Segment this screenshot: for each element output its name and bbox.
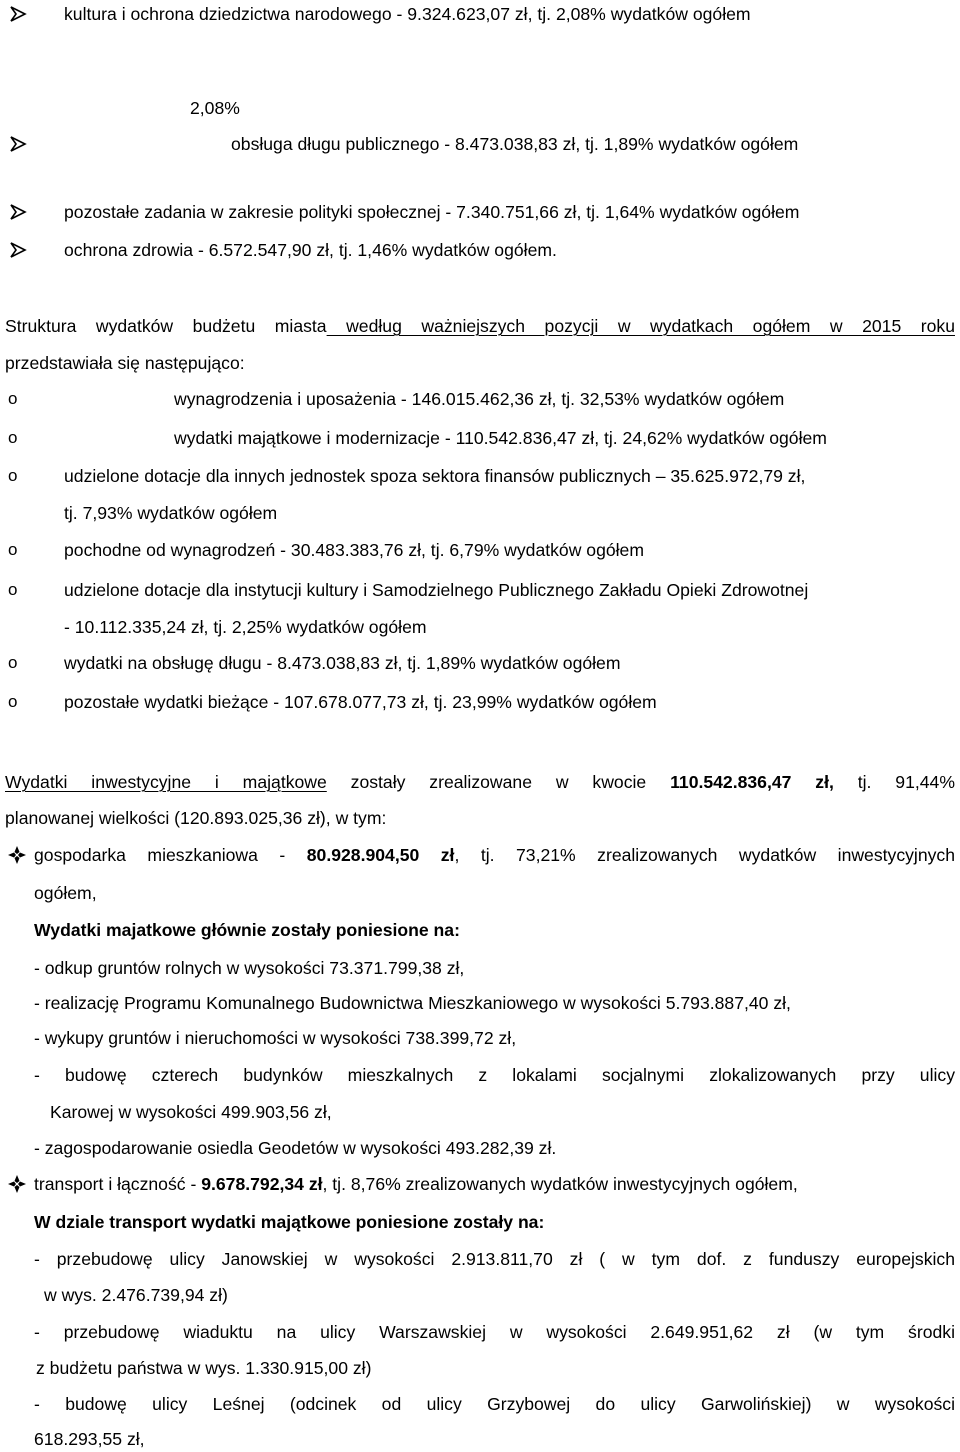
stray-percent: 2,08% xyxy=(190,98,240,118)
arrow-bullet-icon xyxy=(8,1,28,27)
transport-line1 xyxy=(34,1171,798,1197)
transport-label: transport i łączność - xyxy=(34,1174,202,1194)
list-item: wynagrodzenia i uposażenia - 146.015.462,36 zł, tj. 32,53% wydatków ogółem xyxy=(174,389,785,409)
housing-line2: ogółem, xyxy=(34,883,97,903)
list-item: obsługa długu publicznego - 8.473.038,83 zł, tj. 1,89% wydatków ogółem xyxy=(231,134,799,154)
circle-bullet-icon: o xyxy=(8,692,18,711)
circle-bullet-icon: o xyxy=(8,466,18,485)
circle-bullet-icon: o xyxy=(8,653,18,672)
list-item: wydatki majątkowe i modernizacje - 110.542.836,47 zł, tj. 24,62% wydatków ogółem xyxy=(174,428,827,448)
structure-intro-text: Struktura wydatków budżetu miasta xyxy=(5,316,327,336)
housing-amount: 80.928.904,50 zł xyxy=(306,845,455,865)
housing-item-continued: Karowej w wysokości 499.903,56 zł, xyxy=(50,1102,332,1122)
arrow-bullet-icon xyxy=(8,237,28,263)
circle-bullet-icon: o xyxy=(8,428,18,447)
transport-percent: , tj. 8,76% zrealizowanych wydatków inwestycyjnych ogółem, xyxy=(322,1174,798,1194)
invest-percent: tj. 91,44% xyxy=(833,772,955,792)
list-item: pozostałe zadania w zakresie polityki społecznej - 7.340.751,66 zł, tj. 1,64% wydatków ogółem xyxy=(64,202,800,222)
housing-heading: Wydatki majatkowe głównie zostały poniesione na: xyxy=(34,920,460,940)
list-item: pochodne od wynagrodzeń - 30.483.383,76 zł, tj. 6,79% wydatków ogółem xyxy=(64,540,644,560)
invest-text: zostały zrealizowane w kwocie xyxy=(326,772,671,792)
list-item: ochrona zdrowia - 6.572.547,90 zł, tj. 1,46% wydatków ogółem. xyxy=(64,240,557,260)
invest-heading-underlined: Wydatki inwestycyjne i majątkowe xyxy=(5,772,327,792)
invest-amount: 110.542.836,47 zł, xyxy=(670,772,834,792)
transport-item xyxy=(34,1391,955,1417)
structure-intro-line1 xyxy=(5,313,955,339)
housing-label: gospodarka mieszkaniowa - xyxy=(34,845,307,865)
list-item: kultura i ochrona dziedzictwa narodowego - 9.324.623,07 zł, tj. 2,08% wydatków ogółem xyxy=(64,4,751,24)
housing-item-text: - budowę czterech budynków mieszkalnych z lokalami socjalnymi zlokalizowanych przy ulicy xyxy=(34,1065,955,1085)
transport-item xyxy=(34,1246,955,1272)
transport-item xyxy=(34,1319,955,1345)
housing-item: - zagospodarowanie osiedla Geodetów w wysokości 493.282,39 zł. xyxy=(34,1138,557,1158)
housing-line1 xyxy=(34,842,955,868)
transport-amount: 9.678.792,34 zł xyxy=(201,1174,323,1194)
transport-item-text: - przebudowę ulicy Janowskiej w wysokości 2.913.811,70 zł ( w tym dof. z funduszy europejskich xyxy=(34,1249,955,1269)
arrow-bullet-icon xyxy=(8,131,28,157)
list-item: udzielone dotacje dla instytucji kultury i Samodzielnego Publicznego Zakładu Opieki Zdrowotnej xyxy=(64,580,809,600)
arrow-bullet-icon xyxy=(8,199,28,225)
transport-item-text: - budowę ulicy Leśnej (odcinek od ulicy Grzybowej do ulicy Garwolińskiej) w wysokości xyxy=(34,1394,955,1414)
housing-item: - wykupy gruntów i nieruchomości w wysokości 738.399,72 zł, xyxy=(34,1028,517,1048)
structure-intro-line2: przedstawiała się następująco: xyxy=(5,353,245,373)
list-item-continued: tj. 7,93% wydatków ogółem xyxy=(64,503,278,523)
transport-item-continued: w wys. 2.476.739,94 zł) xyxy=(44,1285,228,1305)
list-item: pozostałe wydatki bieżące - 107.678.077,73 zł, tj. 23,99% wydatków ogółem xyxy=(64,692,657,712)
housing-item: - realizację Programu Komunalnego Budownictwa Mieszkaniowego w wysokości 5.793.887,40 zł, xyxy=(34,993,791,1013)
housing-percent: , tj. 73,21% zrealizowanych wydatków inwestycyjnych xyxy=(454,845,955,865)
circle-bullet-icon: o xyxy=(8,580,18,599)
diamond-bullet-icon xyxy=(6,1171,28,1197)
transport-item-continued: z budżetu państwa w wys. 1.330.915,00 zł) xyxy=(36,1358,372,1378)
circle-bullet-icon: o xyxy=(8,540,18,559)
list-item-continued: - 10.112.335,24 zł, tj. 2,25% wydatków ogółem xyxy=(64,617,427,637)
invest-line2: planowanej wielkości (120.893.025,36 zł), w tym: xyxy=(5,808,387,828)
circle-bullet-icon: o xyxy=(8,389,18,408)
housing-item xyxy=(34,1062,955,1088)
list-item: wydatki na obsługę długu - 8.473.038,83 zł, tj. 1,89% wydatków ogółem xyxy=(64,653,621,673)
transport-heading: W dziale transport wydatki majątkowe poniesione zostały na: xyxy=(34,1212,545,1232)
housing-item: - odkup gruntów rolnych w wysokości 73.371.799,38 zł, xyxy=(34,958,465,978)
transport-item-continued: 618.293,55 zł, xyxy=(34,1429,145,1449)
structure-intro-underlined: według ważniejszych pozycji w wydatkach ogółem w 2015 roku xyxy=(326,316,955,336)
diamond-bullet-icon xyxy=(6,842,28,868)
invest-line1 xyxy=(5,769,955,795)
transport-item-text: - przebudowę wiaduktu na ulicy Warszawskiej w wysokości 2.649.951,62 zł (w tym środki xyxy=(34,1322,955,1342)
list-item: udzielone dotacje dla innych jednostek spoza sektora finansów publicznych – 35.625.972,79 zł, xyxy=(64,466,806,486)
